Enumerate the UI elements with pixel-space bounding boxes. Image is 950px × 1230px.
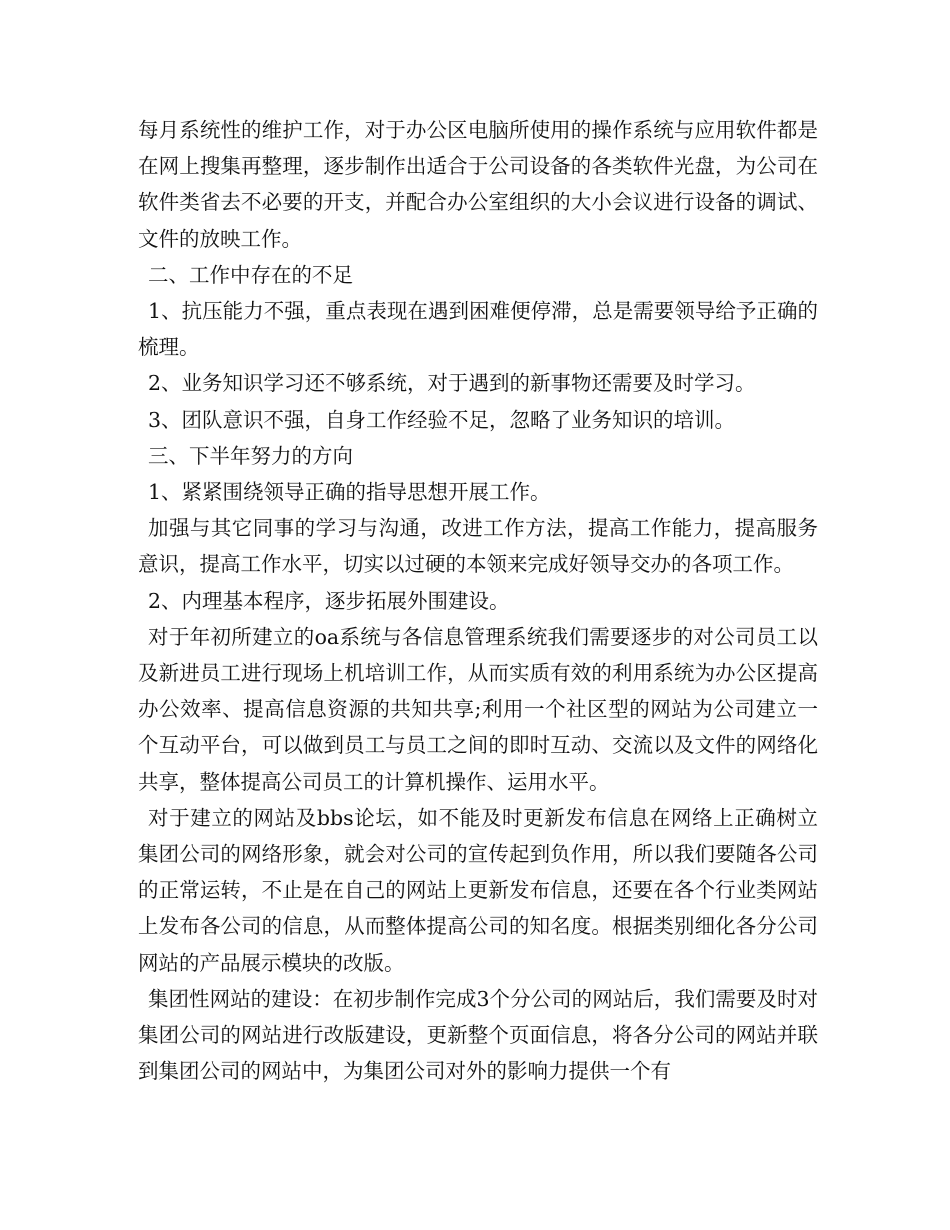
paragraph-maintenance: 每月系统性的维护工作，对于办公区电脑所使用的操作系统与应用软件都是在网上搜集再整理，逐步制作出适合于公司设备的各类软件光盘，为公司在软件类省去不必要的开支，并配合办公室组织的大小会议进行设备的调试、文件的放映工作。 xyxy=(138,118,818,251)
paragraph-website-bbs: 对于建立的网站及bbs论坛，如不能及时更新发布信息在网络上正确树立集团公司的网络形象，就会对公司的宣传起到负作用，所以我们要随各公司的正常运转，不止是在自己的网站上更新发布信息，还要在各个行业类网站上发布各公司的信息，从而整体提高公司的知名度。根据类别细化各分公司网站的产品展示模块的改版。 xyxy=(138,805,818,975)
paragraph-oa-system: 对于年初所建立的oa系统与各信息管理系统我们需要逐步的对公司员工以及新进员工进行现场上机培训工作，从而实质有效的利用系统为办公区提高办公效率、提高信息资源的共知共享;利用一个社区型的网站为公司建立一个互动平台，可以做到员工与员工之间的即时互动、交流以及文件的网络化共享，整体提高公司员工的计算机操作、运用水平。 xyxy=(138,624,818,794)
heading-direction: 三、下半年努力的方向 xyxy=(148,443,353,468)
list-item-direction-2: 2、内理基本程序，逐步拓展外围建设。 xyxy=(148,588,510,613)
list-item-direction-1: 1、紧紧围绕领导正确的指导思想开展工作。 xyxy=(148,480,551,505)
list-item-shortcoming-2: 2、业务知识学习还不够系统，对于遇到的新事物还需要及时学习。 xyxy=(148,371,756,396)
list-item-shortcoming-3: 3、团队意识不强，自身工作经验不足，忽略了业务知识的培训。 xyxy=(148,407,736,432)
paragraph-communication: 加强与其它同事的学习与沟通，改进工作方法，提高工作能力，提高服务意识，提高工作水平，切实以过硬的本领来完成好领导交办的各项工作。 xyxy=(138,516,818,577)
paragraph-group-website: 集团性网站的建设：在初步制作完成3个分公司的网站后，我们需要及时对集团公司的网站进行改版建设，更新整个页面信息，将各分公司的网站并联到集团公司的网站中，为集团公司对外的影响力提供一个有 xyxy=(138,986,818,1084)
list-item-shortcoming-1: 1、抗压能力不强，重点表现在遇到困难便停滞，总是需要领导给予正确的梳理。 xyxy=(138,299,818,360)
heading-shortcomings: 二、工作中存在的不足 xyxy=(148,262,353,287)
document-body xyxy=(138,112,818,1089)
